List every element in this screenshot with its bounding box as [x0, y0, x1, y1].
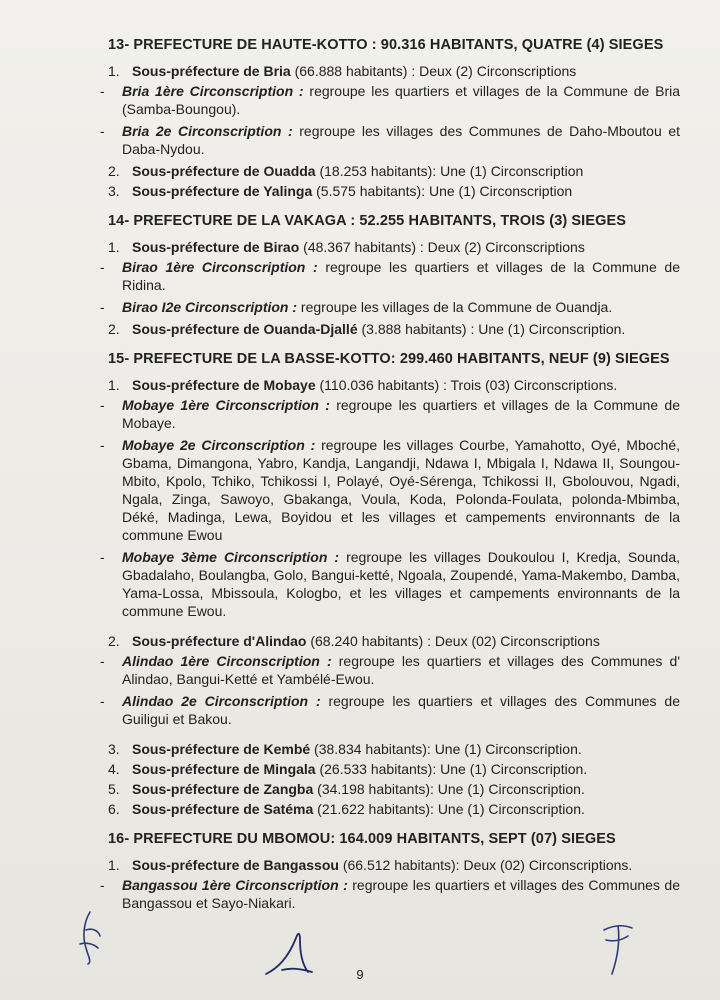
item-number: 2.: [108, 321, 120, 337]
subprefecture-details: (18.253 habitants): Une (1) Circonscription: [315, 163, 584, 179]
item-number: 1.: [108, 857, 120, 873]
subprefecture-item: [108, 320, 680, 338]
subprefecture-details: (68.240 habitants) : Deux (02) Circonscriptions: [306, 633, 600, 649]
circonscription-description: regroupe les quartiers et villages des Communes de Bangassou et Sayo-Niakari.: [122, 877, 680, 911]
spacer: [84, 624, 680, 632]
bullet-dash: -: [100, 877, 105, 893]
subprefecture-name: Sous-préfecture de Bria: [132, 63, 291, 79]
subprefecture-item: [108, 632, 680, 650]
prefecture-section: [84, 830, 680, 912]
circonscription-title: Alindao 2e Circonscription :: [122, 693, 321, 709]
bullet-dash: -: [100, 437, 105, 453]
circonscription-title: Alindao 1ère Circonscription :: [122, 653, 332, 669]
bullet-dash: -: [100, 653, 105, 669]
circonscription-description: regroupe les villages des Communes de Daho-Mboutou et Daba-Nydou.: [122, 123, 681, 157]
circonscription-item: [100, 82, 680, 118]
circonscription-description: regroupe les quartiers et villages de la Commune de Mobaye.: [122, 397, 680, 431]
subprefecture-name: Sous-préfecture d'Alindao: [132, 633, 307, 649]
bullet-dash: -: [100, 259, 105, 275]
circonscription-title: Bria 2e Circonscription :: [122, 123, 293, 139]
bullet-dash: -: [100, 123, 105, 139]
circonscription-description: regroupe les quartiers et villages des Communes de Guiligui et Bakou.: [122, 693, 680, 727]
subprefecture-name: Sous-préfecture de Mobaye: [132, 377, 316, 393]
subprefecture-details: (110.036 habitants) : Trois (03) Circonscriptions.: [315, 377, 618, 393]
item-number: 6.: [108, 801, 120, 817]
circonscription-item: [100, 122, 680, 158]
subprefecture-name: Sous-préfecture de Ouanda-Djallé: [132, 321, 358, 337]
circonscription-item: [100, 436, 680, 544]
item-number: 3.: [108, 741, 120, 757]
subprefecture-details: (66.512 habitants): Deux (02) Circonscriptions.: [338, 857, 633, 873]
item-number: 1.: [108, 239, 120, 255]
initials-signature-left: [76, 908, 106, 966]
section-heading: 13- PREFECTURE DE HAUTE-KOTTO : 90.316 HABITANTS, QUATRE (4) SIEGES: [108, 37, 664, 53]
subprefecture-item: [108, 162, 680, 180]
circonscription-description: regroupe les quartiers et villages des Communes d' Alindao, Bangui-Ketté et Yambélé-Ewou.: [122, 653, 680, 687]
subprefecture-name: Sous-préfecture de Satéma: [132, 801, 314, 817]
subprefecture-name: Sous-préfecture de Mingala: [132, 761, 316, 777]
bullet-dash: -: [100, 549, 105, 565]
circonscription-item: [100, 876, 680, 912]
subprefecture-item: [108, 62, 680, 80]
circonscription-description: regroupe les villages Doukoulou I, Kredja, Sounda, Gbadalaho, Boulangba, Golo, Bangui-ketté, Ngoala, Zoupendé, Yama-Makembo, Damba, Yama-Lossa, Mbissoula, Kologbo, et les villages et campements environnants de la commune Ewou.: [122, 549, 680, 619]
circonscription-title: Birao 1ère Circonscription :: [122, 259, 318, 275]
subprefecture-name: Sous-préfecture de Kembé: [132, 741, 311, 757]
circonscription-item: [100, 652, 680, 688]
section-heading: 16- PREFECTURE DU MBOMOU: 164.009 HABITANTS, SEPT (07) SIEGES: [108, 831, 616, 847]
circonscription-description: regroupe les villages Courbe, Yamahotto, Oyé, Mboché, Gbama, Dimangona, Yabro, Kandja, Langandji, Ndawa I, Mbigala I, Ndawa II, Soungou-Mbito, Kpolo, Tchiko, Tchikossi I, Polayé, Oyé-Sérenga, Tchikossi II, Gbolouvou, Ngadi, Ngala, Zinga, Sawoyo, Gbakanga, Voula, Koda, Polonda-Foulata, polonda-Mbimba, Déké, Madinga, Lewa, Boyidou et les villages et campements environnants de la commune Ewou: [122, 437, 681, 543]
spacer: [84, 732, 680, 740]
circonscription-title: Bria 1ère Circonscription :: [122, 83, 304, 99]
subprefecture-name: Sous-préfecture de Bangassou: [132, 857, 339, 873]
subprefecture-item: [108, 800, 680, 818]
circonscription-title: Birao I2e Circonscription :: [122, 299, 298, 315]
bullet-dash: -: [100, 397, 105, 413]
item-number: 5.: [108, 781, 120, 797]
circonscription-title: Mobaye 2e Circonscription :: [122, 437, 316, 453]
prefecture-section: [84, 36, 680, 200]
subprefecture-details: (26.533 habitants): Une (1) Circonscription.: [315, 761, 588, 777]
circonscription-description: regroupe les quartiers et villages de la Commune de Ridina.: [122, 259, 680, 293]
subprefecture-details: (66.888 habitants) : Deux (2) Circonscriptions: [290, 63, 577, 79]
circonscription-item: [100, 396, 680, 432]
subprefecture-name: Sous-préfecture de Ouadda: [132, 163, 316, 179]
circonscription-description: regroupe les villages de la Commune de Ouandja.: [297, 299, 613, 315]
prefecture-section: [84, 212, 680, 338]
item-number: 1.: [108, 63, 120, 79]
subprefecture-details: (5.575 habitants): Une (1) Circonscription: [312, 183, 573, 199]
prefecture-section: [84, 350, 680, 818]
subprefecture-item: [108, 238, 680, 256]
page-number: 9: [356, 967, 364, 982]
section-heading: 15- PREFECTURE DE LA BASSE-KOTTO: 299.460 HABITANTS, NEUF (9) SIEGES: [108, 351, 670, 367]
circonscription-title: Bangassou 1ère Circonscription :: [122, 877, 348, 893]
subprefecture-item: [108, 182, 680, 200]
item-number: 1.: [108, 377, 120, 393]
subprefecture-item: [108, 856, 680, 874]
subprefecture-details: (34.198 habitants): Une (1) Circonscription.: [313, 781, 585, 797]
circonscription-title: Mobaye 1ère Circonscription :: [122, 397, 330, 413]
item-number: 4.: [108, 761, 120, 777]
item-number: 2.: [108, 633, 120, 649]
item-number: 3.: [108, 183, 120, 199]
circonscription-description: regroupe les quartiers et villages de la Commune de Bria (Samba-Boungou).: [122, 83, 680, 117]
subprefecture-item: [108, 376, 680, 394]
circonscription-item: [100, 258, 680, 294]
subprefecture-name: Sous-préfecture de Yalinga: [132, 183, 313, 199]
circonscription-item: [100, 548, 680, 620]
subprefecture-name: Sous-préfecture de Zangba: [132, 781, 314, 797]
circonscription-item: [100, 692, 680, 728]
section-heading: 14- PREFECTURE DE LA VAKAGA : 52.255 HABITANTS, TROIS (3) SIEGES: [108, 213, 627, 229]
subprefecture-details: (38.834 habitants): Une (1) Circonscription.: [310, 741, 582, 757]
subprefecture-details: (48.367 habitants) : Deux (2) Circonscriptions: [299, 239, 585, 255]
bullet-dash: -: [100, 299, 105, 315]
bullet-dash: -: [100, 83, 105, 99]
bullet-dash: -: [100, 693, 105, 709]
subprefecture-details: (21.622 habitants): Une (1) Circonscription.: [313, 801, 585, 817]
subprefecture-item: [108, 740, 680, 758]
subprefecture-item: [108, 780, 680, 798]
circonscription-title: Mobaye 3ème Circonscription :: [122, 549, 340, 565]
item-number: 2.: [108, 163, 120, 179]
subprefecture-details: (3.888 habitants) : Une (1) Circonscription.: [357, 321, 626, 337]
circonscription-item: [100, 298, 680, 316]
document-body: [84, 36, 680, 912]
subprefecture-item: [108, 760, 680, 778]
subprefecture-name: Sous-préfecture de Birao: [132, 239, 300, 255]
